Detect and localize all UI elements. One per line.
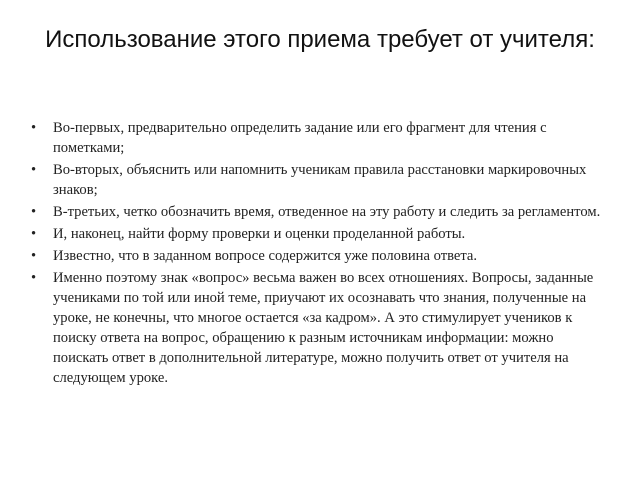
list-item <box>31 160 611 200</box>
bullet-icon: • <box>31 248 37 264</box>
bullet-text: Именно поэтому знак «вопрос» весьма важен во всех отношениях. Вопросы, заданные учениками по той или иной теме, приучают их осознавать что знания, полученные на уроке, не конечны, что многое остается «за кадром». А это стимулирует учеников к поиску ответа на вопрос, обращению к разным источникам информации: можно поискать ответ в дополнительной литературе, можно получить ответ от учителя на следующем уроке. <box>53 270 594 386</box>
bullet-text: В-третьих, четко обозначить время, отведенное на эту работу и следить за регламентом. <box>53 204 601 220</box>
bullet-icon: • <box>31 204 37 220</box>
bullet-text: Известно, что в заданном вопросе содержится уже половина ответа. <box>53 248 478 264</box>
list-item <box>31 118 611 158</box>
slide-title: Использование этого приема требует от учителя: <box>45 26 595 53</box>
bullet-text: Во-вторых, объяснить или напомнить ученикам правила расстановки маркировочных знаков; <box>53 162 587 198</box>
bullet-text: Во-первых, предварительно определить задание или его фрагмент для чтения с пометками; <box>53 120 547 156</box>
list-item <box>31 268 611 388</box>
bullet-icon: • <box>31 120 37 136</box>
bullet-icon: • <box>31 162 37 178</box>
list-item <box>31 224 611 244</box>
bullet-icon: • <box>31 270 37 286</box>
bullet-list <box>31 118 611 390</box>
list-item <box>31 246 611 266</box>
bullet-icon: • <box>31 226 37 242</box>
bullet-text: И, наконец, найти форму проверки и оценки проделанной работы. <box>53 226 466 242</box>
list-item <box>31 202 611 222</box>
